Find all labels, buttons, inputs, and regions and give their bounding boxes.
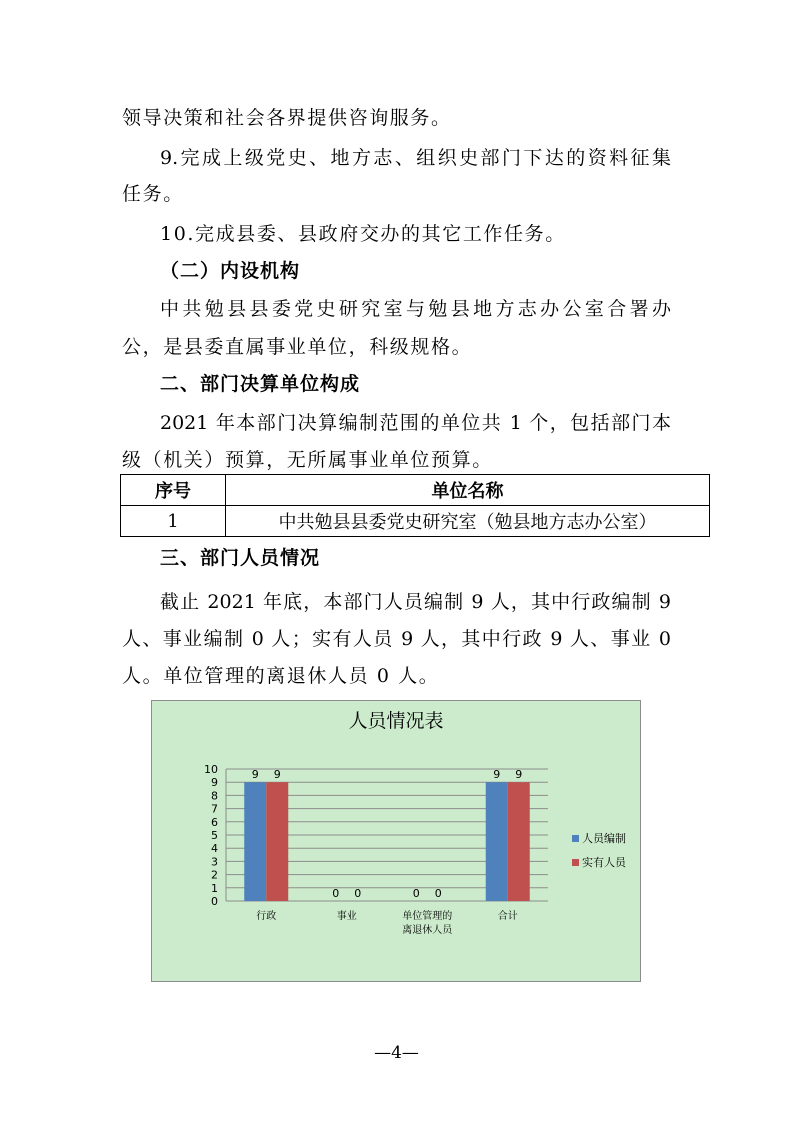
bar: [508, 782, 530, 901]
bar: [266, 782, 288, 901]
data-label: 9: [493, 768, 501, 782]
x-tick-label: 单位管理的: [402, 911, 453, 922]
paragraph-line: 2021 年本部门决算编制范围的单位共 1 个，包括部门本: [160, 412, 671, 434]
chart-title: 人员情况表: [348, 710, 444, 732]
paragraph-line: 截止 2021 年底，本部门人员编制 9 人，其中行政编制 9: [160, 591, 671, 613]
section-heading: （二）内设机构: [160, 260, 301, 282]
paragraph-line: 任务。: [122, 183, 184, 205]
page-number: —4—: [374, 1043, 419, 1063]
data-label: 0: [434, 887, 442, 900]
y-tick-label: 5: [211, 829, 218, 842]
y-tick-label: 1: [211, 881, 218, 895]
table-cell: 中共勉县县委党史研究室（勉县地方志办公室）: [226, 506, 710, 537]
section-heading: 三、部门人员情况: [160, 547, 321, 569]
bar-chart: [152, 701, 640, 981]
x-tick-label: 行政: [256, 911, 277, 922]
bar: [244, 782, 266, 901]
paragraph-line: 级（机关）预算，无所属事业单位预算。: [122, 449, 493, 471]
table-row: [121, 506, 710, 537]
data-label: 9: [515, 768, 523, 782]
legend-label: 实有人员: [582, 856, 626, 869]
x-tick-label: 事业: [336, 911, 357, 922]
paragraph-line: 人。单位管理的离退休人员 0 人。: [122, 665, 440, 687]
data-label: 0: [354, 887, 362, 900]
table-header-cell: 序号: [121, 475, 226, 506]
paragraph-line: 领导决策和社会各界提供咨询服务。: [122, 107, 452, 129]
y-tick-label: 6: [211, 815, 218, 829]
y-tick-label: 0: [211, 895, 218, 908]
table-header-row: [121, 475, 710, 506]
y-tick-label: 9: [211, 776, 218, 790]
bar: [486, 782, 508, 901]
table-header-cell: 单位名称: [226, 475, 710, 506]
data-label: 9: [251, 768, 259, 782]
legend-swatch: [572, 859, 579, 866]
data-label: 0: [332, 887, 340, 900]
y-tick-label: 8: [211, 789, 218, 803]
y-tick-label: 3: [211, 855, 218, 869]
paragraph-line: 中共勉县县委党史研究室与勉县地方志办公室合署办: [160, 298, 671, 320]
paragraph-line: 10.完成县委、县政府交办的其它工作任务。: [160, 223, 566, 245]
chart-panel: [151, 700, 641, 982]
unit-table: [120, 474, 710, 537]
paragraph-line: 人、事业编制 0 人；实有人员 9 人，其中行政 9 人、事业 0: [122, 628, 671, 650]
table-cell: 1: [121, 506, 226, 537]
x-tick-label: 合计: [497, 911, 518, 922]
y-tick-label: 4: [211, 842, 218, 856]
legend-label: 人员编制: [582, 832, 626, 845]
x-tick-label: 离退休人员: [402, 925, 453, 936]
y-tick-label: 2: [211, 868, 218, 882]
paragraph-line: 9.完成上级党史、地方志、组织史部门下达的资料征集: [160, 147, 671, 169]
y-tick-label: 7: [211, 802, 218, 816]
legend-swatch: [572, 835, 579, 842]
y-tick-label: 10: [204, 763, 218, 776]
data-label: 0: [412, 887, 420, 900]
section-heading: 二、部门决算单位构成: [160, 373, 361, 395]
data-label: 9: [273, 768, 281, 782]
paragraph-line: 公，是县委直属事业单位，科级规格。: [122, 336, 473, 358]
